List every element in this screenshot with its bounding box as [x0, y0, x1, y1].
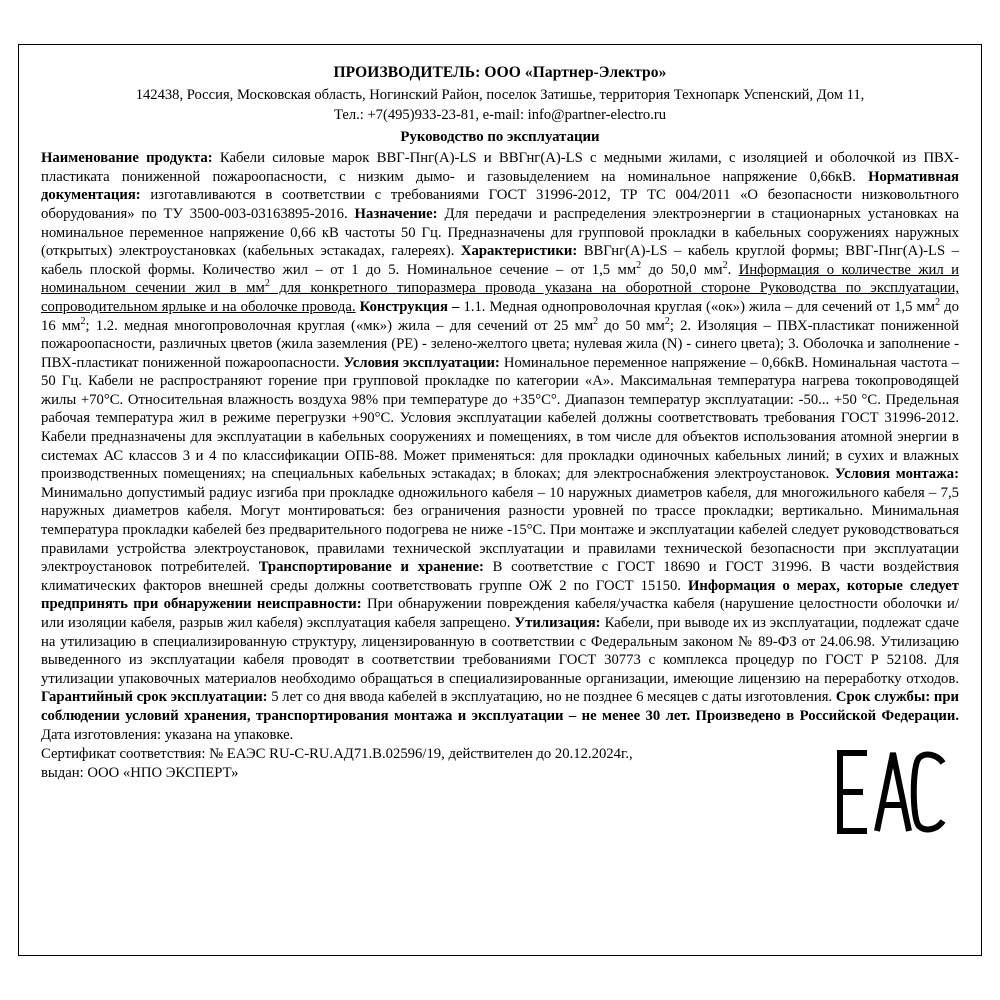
construction-text-5: ; 2. Изоляция – ПВХ-пластикат пониженной пожароопасности, различных цветов (жила заземления (РЕ) - зелено-желтого цвета; нулевая жила (N) - синего цвета); 3. Оболочка и заполнение - ПВХ-пластикат пониженной пожароопасности.: [41, 317, 960, 371]
product-name-label: Наименование продукта:: [41, 150, 213, 167]
eac-mark-icon: [833, 749, 949, 835]
certificate-line-1: Сертификат соответствия: № ЕАЭС RU-C-RU.АД71.В.02596/19, действителен до 20.12.2024г.,: [41, 746, 633, 763]
characteristics-label: Характеристики:: [460, 243, 578, 260]
document-subtitle: Руководство по эксплуатации: [400, 129, 600, 146]
manufacturer-label: ПРОИЗВОДИТЕЛЬ:: [333, 64, 481, 81]
transport-text: В соответствие с ГОСТ 18690 и ГОСТ 31996. В части воздействия климатических факторов внешней среды должны соответствовать группе ОЖ 2 по ГОСТ 15150.: [41, 559, 959, 594]
disposal-label: Утилизация:: [514, 615, 601, 632]
disposal-text: Кабели, при выводе их из эксплуатации, подлежат сдаче на утилизацию в специализированную структуру, лицензированную в соответствии с Федеральным законом № 89-ФЗ от 24.06.98. Утилизацию выведенного из эксплуатации кабеля проводят в соответствии требованиями ГОСТ 30773 с комплекса процедур по ГОСТ Р 52108. Для утилизации упаковочных материалов необходимо обращаться в специализированные организации, имеющие лицензию на переработку отходов.: [41, 615, 959, 687]
operating-conditions-text: Номинальное переменное напряжение – 0,66кВ. Номинальная частота – 50 Гц. Кабели не распространяют горение при групповой прокладке по категории «А». Максимальная температура нагрева токопроводящей жилы +70°С. Относительная влажность воздуха 98% при температуре до +35°С°. Диапазон температур эксплуатации: -50... +50 °С. Предельная рабочая температура жил в режиме перегрузки +90°С. Условия эксплуатации кабелей должны соответствовать требования ГОСТ 31996-2012. Кабели предназначены для эксплуатации в кабельных сооружениях и помещениях, в том числе для объектов использования атомной энергии в системах АС классов 3 и 4 по классификации ОПБ-88. Может применяться: для прокладки одиночных кабельных линий; в сухих и влажных производственных помещениях; на специальных кабельных эстакадах; в блоках; для электроснабжения электроустановок.: [41, 354, 959, 483]
sup-two-d: 2: [935, 297, 941, 309]
normative-label: Нормативная документация:: [41, 168, 960, 204]
warranty-label: Гарантийный срок эксплуатации:: [41, 689, 268, 706]
certificate-row: [41, 745, 959, 835]
manufacturer-name: ООО «Партнер-Электро»: [484, 64, 667, 81]
normative-text: изготавливаются в соответствии с требованиями ГОСТ 31996-2012, ТР ТС 004/2011 «О безопасности низковольтного оборудования» по ТУ 3500-003-03163895-2016.: [41, 187, 959, 222]
eac-mark-wrap: [799, 745, 959, 835]
warranty-text: 5 лет со дня ввода кабелей в эксплуатацию, но не позднее 6 месяцев с даты изготовления.: [267, 689, 833, 706]
certificate-line-2: выдан: ООО «НПО ЭКСПЕРТ»: [41, 764, 239, 781]
construction-text-3: ; 1.2. медная многопроволочная круглая («мк») жила – для сечений от 25 мм: [85, 317, 594, 334]
mounting-text: Минимально допустимый радиус изгиба при прокладке одножильного кабеля – 10 наружных диаметров кабеля, для многожильного кабеля – 7,5 наружных диаметров кабеля. Могут монтироваться: без ограничения разности уровней по трассе прокладки; вертикально. Минимальная температура прокладки кабелей без предварительного подогрева не ниже -15°С. При монтаже и эксплуатации кабелей следует руководствоваться правилами устройства электроустановок, правилами технической эксплуатации и правилами технической безопасности при эксплуатации электроустановок потребителей.: [41, 484, 959, 576]
sup-two-f: 2: [593, 315, 599, 327]
mounting-label: Условия монтажа:: [834, 466, 960, 483]
construction-text-4: до 50 мм: [598, 317, 665, 334]
construction-text-1: 1.1. Медная однопроволочная круглая («ок») жила – для сечений от 1,5 мм: [459, 298, 936, 315]
underlined-note-part2: для конкретного типоразмера провода указана на оборотной стороне Руководства по эксплуатации, сопроводительном ярлыке и на оболочке провода.: [41, 280, 959, 315]
manufacturer-address: 142438, Россия, Московская область, Ногинский Район, поселок Затишье, территория Технопарк Успенский, Дом 11,: [135, 86, 865, 103]
manufacturer-contacts: Тел.: +7(495)933-23-81, e-mail: info@partner-electro.ru: [333, 106, 667, 123]
manufacture-date-text: Дата изготовления: указана на упаковке.: [41, 726, 294, 743]
construction-text-2: до 16 мм: [41, 298, 959, 334]
certificate-block: [41, 745, 741, 782]
operating-conditions-label: Условия эксплуатации:: [343, 354, 500, 371]
sup-two-c: 2: [264, 278, 270, 290]
sup-two-g: 2: [664, 315, 670, 327]
document-header: [41, 63, 959, 124]
sup-two-a: 2: [636, 259, 642, 271]
purpose-text: Для передачи и распределения электроэнергии в стационарных установках на номинальное переменное напряжение 0,66 кВ частоты 50 Гц. Предназначены для групповой прокладки в кабельных сооружениях наружных (открытых) электроустановках (кабельных эстакадах, галереях).: [41, 205, 960, 260]
transport-label: Транспортирование и хранение:: [258, 559, 484, 576]
characteristics-text: ВВГнг(А)-LS – кабель круглой формы; ВВГ-Пнг(А)-LS – кабель плоской формы. Количество жил – от 1 до 5. Номинальное сечение – от 1,5 мм: [41, 243, 959, 278]
fault-text: При обнаружении повреждения кабеля/участка кабеля (нарушение целостности оболочки и/или изоляции кабеля, разрыв жил кабеля) эксплуатация кабеля запрещено.: [41, 596, 959, 632]
sup-two-b: 2: [722, 259, 728, 271]
fault-label: Информация о мерах, которые следует предпринять при обнаружении неисправности:: [41, 577, 960, 613]
service-life-label: Срок службы: при соблюдении условий хранения, транспортирования монтажа и эксплуатации – не менее 30 лет. Произведено в Российской Федерации.: [41, 689, 959, 724]
document-body: Наименование продукта: Кабели силовые марок ВВГ-Пнг(А)-LS и ВВГнг(А)-LS с медными жилами, с изоляцией и оболочкой из ПВХ-пластиката пониженной пожароопасности, с низким дымо- и газовыделением на номинальное напряжение 0,66кВ. Нормативная документация: изготавливаются в соответствии с требованиями ГОСТ 31996-2012, ТР ТС 004/2011 «О безопасности низковольтного оборудования» по ТУ 3500-003-03163895-2016. Назначение: Для передачи и распределения электроэнергии в стационарных установках на номинальное переменное напряжение 0,66 кВ частоты 50 Гц. Предназначены для групповой прокладки в кабельных сооружениях наружных (открытых) электроустановках (кабельных эстакадах, галереях). Характеристики: ВВГнг(А)-LS – кабель круглой формы; ВВГ-Пнг(А)-LS – кабель плоской формы. Количество жил – от 1 до 5. Номинальное сечение – от 1,5 $мм^2$ до 50,0 $мм^2$. Информация о количестве жил и номинальном сечении жил в $мм^2$ для конкретного типоразмера провода указана на оборотной стороне Руководства по эксплуатации, сопроводительном ярлыке и на оболочке провода. Конструкция – 1.1. Медная однопроволочная круглая («ок») жила – для сечений от 1,5 $мм^2$ до 16 $мм^2$; 1.2. медная многопроволочная круглая («мк») жила – для сечений от 25 $мм^2$ до 50 $мм^2$; 2. Изоляция – ПВХ-пластикат пониженной пожароопасности, различных цветов (жила заземления (РЕ) - зелено-желтого цвета; нулевая жила (N) - синего цвета); 3. Оболочка и заполнение - ПВХ-пластикат пониженной пожароопасности. Условия эксплуатации: Номинальное переменное напряжение – 0,66кВ. Номинальная частота – 50 Гц. Кабели не распространяют горение при групповой прокладке по категории «А». Максимальная температура нагрева токопроводящей жилы +70°С. Относительная влажность воздуха 98% при температуре до +35°С°. Диапазон температур эксплуатации: -50... +50 °С. Предельная рабочая температура жил в режиме перегрузки +90°С. Условия эксплуатации кабелей должны соответствовать требования ГОСТ 31996-2012. Кабели предназначены для эксплуатации в кабельных сооружениях и помещениях, в том числе для объектов использования атомной энергии в системах АС классов 3 и 4 по классификации ОПБ-88. Может применяться: для прокладки одиночных кабельных линий; в сухих и влажных производственных помещениях; на специальных кабельных эстакадах; в блоках; для электроснабжения электроустановок. Условия монтажа: Минимально допустимый радиус изгиба при прокладке одножильного кабеля – 10 наружных диаметров кабеля, для многожильного кабеля – 7,5 наружных диаметров кабеля. Могут монтироваться: без ограничения разности уровней по трассе прокладки; вертикально. Минимальная температура прокладки кабелей без предварительного подогрева не ниже -15°С. При монтаже и эксплуатации кабелей следует руководствоваться правилами устройства электроустановок, правилами технической эксплуатации и правилами технической безопасности при эксплуатации электроустановок потребителей. Транспортирование и хранение: В соответствие с ГОСТ 18690 и ГОСТ 31996. В части воздействия климатических факторов внешней среды должны соответствовать группе ОЖ 2 по ГОСТ 15150. Информация о мерах, которые следует предпринять при обнаружении неисправности: При обнаружении повреждения кабеля/участка кабеля (нарушение целостности оболочки и/или изоляции кабеля, разрыв жил кабеля) эксплуатация кабеля запрещено. Утилизация: Кабели, при выводе их из эксплуатации, подлежат сдаче на утилизацию в специализированную структуру, лицензированную в соответствии с Федеральным законом № 89-ФЗ от 24.06.98. Утилизацию выведенного из эксплуатации кабеля проводят в соответствии требованиями ГОСТ 30773 с комплекса процедур по ГОСТ Р 52108. Для утилизации упаковочных материалов необходимо обращаться в специализированные организации, имеющие лицензию на переработку отходов. Гарантийный срок эксплуатации: 5 лет со дня ввода кабелей в эксплуатацию, но не позднее 6 месяцев с даты изготовления. Срок службы: при соблюдении условий хранения, транспортирования монтажа и эксплуатации – не менее 30 лет. Произведено в Российской Федерации. Дата изготовления: указана на упаковке.: [41, 150, 960, 743]
document-frame: [18, 44, 982, 956]
manufacturer-line: [41, 63, 959, 83]
construction-label: Конструкция –: [359, 298, 460, 315]
characteristics-text-2: до 50,0 мм: [641, 261, 723, 278]
sup-two-e: 2: [80, 315, 86, 327]
underlined-note-part1: Информация о количестве жил и номинальном сечении жил в мм: [41, 261, 959, 297]
product-name-text: Кабели силовые марок ВВГ-Пнг(А)-LS и ВВГнг(А)-LS с медными жилами, с изоляцией и оболочкой из ПВХ-пластиката пониженной пожароопасности, с низким дымо- и газовыделением на номинальное напряжение 0,66кВ.: [41, 150, 959, 185]
purpose-label: Назначение:: [354, 205, 438, 222]
